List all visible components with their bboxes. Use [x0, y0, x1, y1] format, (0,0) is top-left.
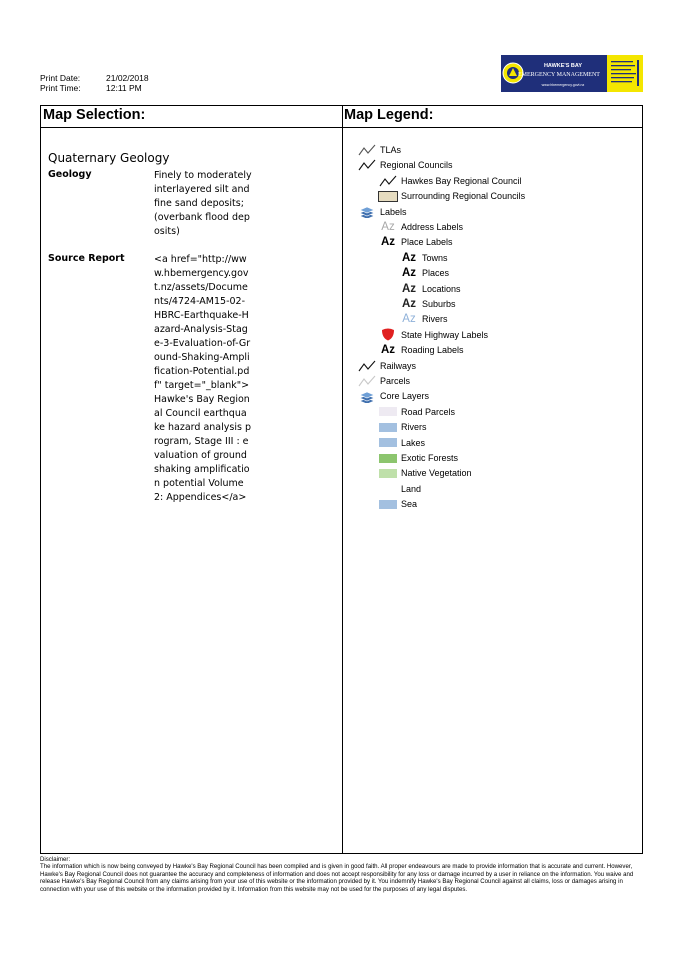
hb-emergency-logo	[501, 55, 643, 92]
legend-item	[399, 266, 449, 280]
legend-item	[357, 158, 453, 172]
selection-title-rule	[41, 127, 342, 128]
text-label-icon: Az	[401, 282, 417, 295]
logo-title-text: HAWKE'S BAY	[543, 63, 583, 69]
text-label-icon: Az	[402, 313, 416, 326]
text-label-icon: Az	[380, 236, 396, 249]
map-legend-title: Map Legend:	[344, 107, 434, 123]
legend-item-label: State Highway Labels	[401, 329, 489, 340]
legend-item-label: Core Layers	[380, 391, 430, 402]
color-swatch-icon	[378, 467, 398, 480]
attribute-key: Source Report	[48, 253, 125, 264]
legend-item	[357, 389, 429, 403]
legend-item-label: Rivers	[422, 314, 448, 325]
color-swatch-icon	[378, 421, 398, 434]
legend-item	[378, 328, 488, 342]
line-symbol-icon	[357, 159, 377, 172]
legend-item	[378, 343, 464, 357]
disclaimer-title: Disclaimer:	[40, 856, 71, 863]
logo-subtitle-text: EMERGENCY MANAGEMENT	[518, 72, 600, 78]
text-label-icon: Az	[381, 221, 395, 233]
legend-item-label: Place Labels	[401, 237, 453, 248]
legend-item	[378, 482, 421, 496]
layers-icon	[357, 390, 377, 403]
text-label-icon: Az	[380, 344, 396, 357]
legend-item-label: Land	[401, 483, 422, 494]
legend-item	[378, 220, 463, 234]
legend-item-label: TLAs	[380, 145, 402, 155]
print-time-label: Print Time:	[40, 83, 81, 93]
legend-item	[399, 312, 448, 326]
legend-item-label: Address Labels	[401, 222, 464, 232]
legend-item	[378, 451, 458, 465]
legend-item	[357, 205, 407, 219]
legend-item	[357, 374, 410, 388]
panel-divider	[342, 106, 343, 853]
legend-item	[378, 235, 453, 249]
line-symbol-icon	[378, 174, 398, 187]
layers-icon	[357, 205, 377, 218]
print-date-label: Print Date:	[40, 73, 81, 83]
legend-item-label: Hawkes Bay Regional Council	[401, 175, 522, 186]
line-symbol-icon	[357, 144, 377, 157]
attribute-value: <a href="http://www.hbemergency.govt.nz/assets/Documents/4724-AM15-02-HBRC-Earthquake-Hazard-Analysis-Stage-3-Evaluation-of-Ground-Shaking-Amplification-Potential.pdf" target="_blank">Hawke's Bay Regional Council earthquake hazard analysis program, Stage III : evaluation of ground shaking amplification potential Volume 2: Appendices</a>	[154, 254, 251, 503]
legend-item	[357, 359, 416, 373]
legend-item	[399, 297, 456, 311]
legend-item-label: Railways	[380, 360, 417, 371]
legend-item-label: Exotic Forests	[401, 453, 459, 463]
line-symbol-icon	[357, 359, 377, 372]
selected-layer-name: Quaternary Geology	[48, 151, 170, 165]
print-time-value: 12:11 PM	[106, 83, 142, 93]
legend-title-rule	[343, 127, 642, 128]
legend-item-label: Roading Labels	[401, 345, 464, 356]
print-date-value: 21/02/2018	[106, 73, 149, 83]
attribute-value: Finely to moderately interlayered silt and fine sand deposits; (overbank flood deposits)	[154, 170, 252, 237]
legend-item-label: Places	[422, 268, 450, 279]
color-swatch-icon	[378, 482, 398, 495]
text-label-icon: Az	[401, 267, 417, 280]
legend-item	[357, 143, 401, 157]
legend-item	[399, 251, 448, 265]
color-swatch-icon	[378, 436, 398, 449]
text-label-icon: Az	[401, 298, 417, 310]
legend-item	[378, 466, 472, 480]
state-highway-shield-icon	[378, 328, 398, 341]
color-swatch-icon	[378, 190, 398, 203]
disclaimer	[40, 856, 640, 893]
map-selection-title: Map Selection:	[43, 107, 146, 123]
legend-item-label: Locations	[422, 283, 461, 294]
color-swatch-icon	[378, 498, 398, 511]
text-label-icon: Az	[401, 251, 417, 264]
map-report-frame	[40, 105, 643, 854]
legend-item-label: Labels	[380, 206, 407, 217]
legend-item	[378, 189, 525, 203]
legend-item-label: Road Parcels	[401, 406, 456, 417]
legend-item-label: Towns	[422, 252, 448, 263]
color-swatch-icon	[378, 405, 398, 418]
legend-item	[399, 282, 461, 296]
legend-item-label: Lakes	[401, 437, 426, 448]
legend-item-label: Native Vegetation	[401, 468, 472, 479]
legend-item-label: Regional Councils	[380, 160, 453, 171]
logo-url-text: www.hbemergency.govt.nz	[541, 83, 585, 87]
legend-item-label: Surrounding Regional Councils	[401, 191, 526, 202]
legend-item-label: Rivers	[401, 422, 427, 433]
legend-item-label: Sea	[401, 499, 418, 510]
disclaimer-text: The information which is now being conveyed by Hawke's Bay Regional Council has been compiled and is given in good faith. All proper endeavours are made to provide information that is accurate and current. However, Hawke's Bay Regional Council does not guarantee the accuracy and completeness of information and does not accept responsibility for any loss or damage incurred by a user in reliance on the information. You waive and release Hawke's Bay Regional Council from any claims arising from your use of this website or the information provided by it. You indemnify Hawke's Bay Regional Council against all claims, loss or damages arising in connection with your use of this website or the information provided by it. Information from this website may not be used for the purposes of any legal disputes.	[40, 863, 634, 893]
legend-item-label: Parcels	[380, 376, 411, 386]
print-info	[40, 73, 149, 93]
legend-item	[378, 405, 455, 419]
line-symbol-icon	[357, 375, 377, 388]
legend-item	[378, 436, 425, 450]
color-swatch-icon	[378, 452, 398, 465]
legend-item	[378, 174, 522, 188]
legend-item	[378, 497, 417, 511]
attribute-key: Geology	[48, 169, 92, 180]
legend-item-label: Suburbs	[422, 299, 456, 309]
legend-item	[378, 420, 427, 434]
